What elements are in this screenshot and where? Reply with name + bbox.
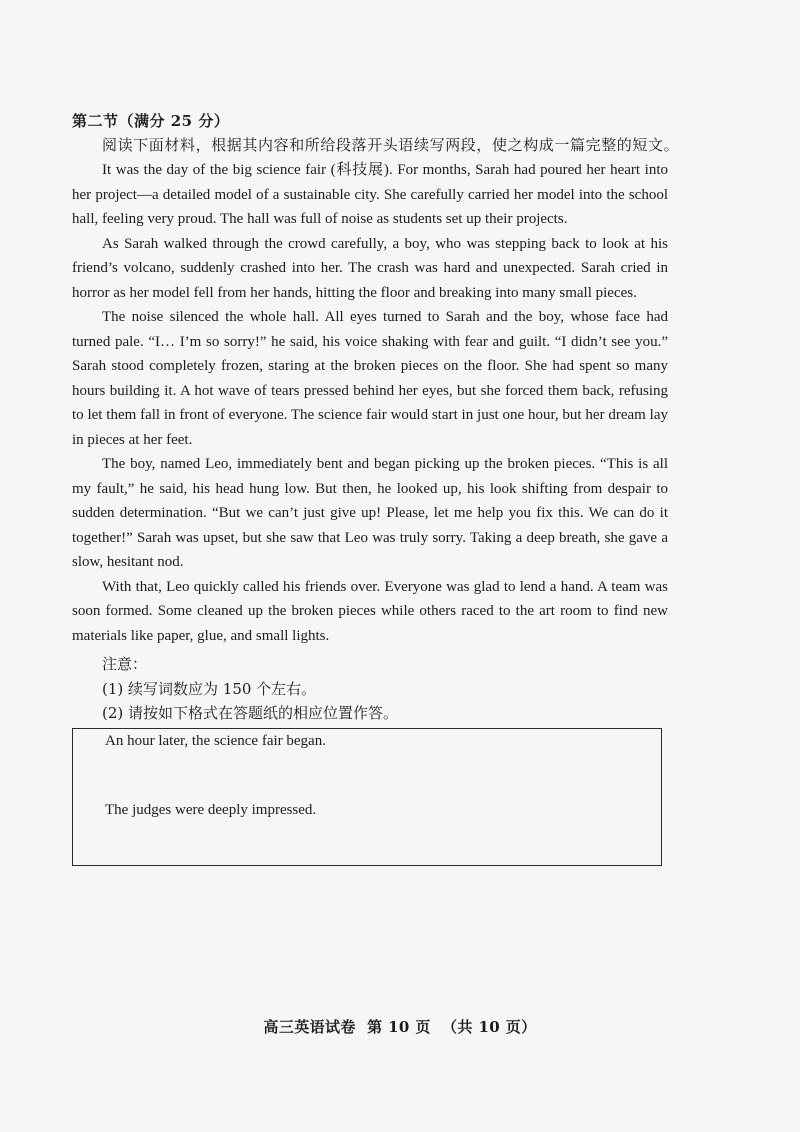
paragraph: It was the day of the big science fair (科技展). For months, Sarah had poured her heart into her project—a detailed model of a sustainable city. She carefully carried her model into the school hall, feeling very proud. The hall was full of noise as students set up their projects. bbox=[72, 162, 668, 227]
paragraph: As Sarah walked through the crowd carefully, a boy, who was stepping back to look at his friend’s volcano, suddenly crashed into her. The crash was hard and unexpected. Sarah cried in horror as her model fell from her hands, hitting the floor and breaking into many small pieces. bbox=[72, 235, 668, 301]
note-item: (2) 请按如下格式在答题纸的相应位置作答。 bbox=[102, 704, 399, 722]
note-item: (1) 续写词数应为 150 个左右。 bbox=[102, 679, 317, 698]
paragraph: With that, Leo quickly called his friends over. Everyone was glad to lend a hand. A team was soon formed. Some cleaned up the broken pieces while others raced to the art room to find new materials like paper, glue, and small lights. bbox=[72, 578, 668, 644]
paragraph: The boy, named Leo, immediately bent and began picking up the broken pieces. “This is all my fault,” he said, his head hung low. But then, he looked up, his look shifting from despair to sudden determination. “But we can’t just give up! Please, let me help you fix this. We can do it together!” Sarah was upset, but she saw that Leo was truly sorry. Taking a deep breath, she gave a slow, hesitant nod. bbox=[72, 456, 668, 570]
instruction-text: 阅读下面材料，根据其内容和所给段落开头语续写两段，使之构成一篇完整的短文。 bbox=[102, 136, 680, 154]
paragraph: The noise silenced the whole hall. All eyes turned to Sarah and the boy, whose face had turned pale. “I… I’m so sorry!” he said, his voice shaking with fear and guilt. “I didn’t see you.” Sarah stood completely frozen, staring at the broken pieces on the floor. She had spent so many hours building it. A hot wave of tears pressed behind her eyes, but she forced them back, refusing to let them fall in front of everyone. The science fair would start in just one hour, but her dream lay in pieces at her feet. bbox=[72, 309, 668, 448]
answer-opening-line-2: The judges were deeply impressed. bbox=[105, 802, 317, 818]
notes bbox=[102, 652, 398, 726]
page-footer: 高三英语试卷 第 10 页 （共 10 页） bbox=[263, 1018, 537, 1036]
passage bbox=[72, 158, 668, 648]
notes-heading: 注意： bbox=[102, 655, 148, 673]
answer-box bbox=[72, 728, 662, 866]
answer-opening-line-1: An hour later, the science fair began. bbox=[105, 733, 326, 749]
section-title: 第二节（满分 25 分） bbox=[72, 112, 230, 130]
